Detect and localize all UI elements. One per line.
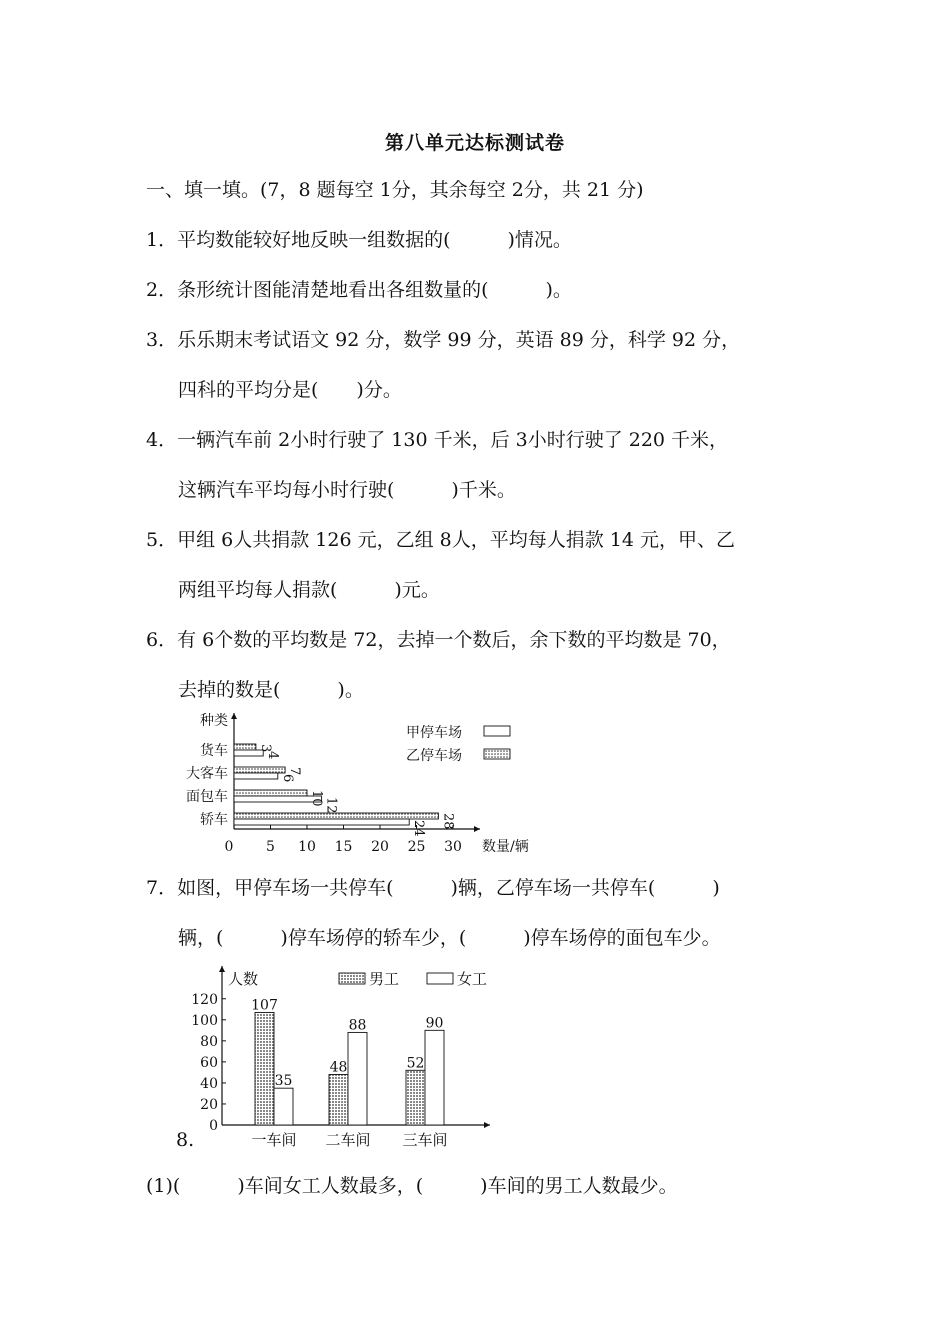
- workshop-bar-chart: [185, 960, 505, 1155]
- y-tick-label: 40: [200, 1075, 218, 1092]
- question-number: 6．: [146, 629, 178, 651]
- x-axis-arrow: [484, 1122, 490, 1128]
- data-label: 6: [279, 774, 295, 783]
- bar-series-1: [234, 773, 278, 779]
- question-6: [146, 627, 731, 653]
- bar-series-2: [234, 767, 285, 773]
- x-axis-label: 数量/辆: [482, 839, 529, 855]
- category-label: 货车: [200, 743, 228, 759]
- y-tick-label: 80: [200, 1033, 218, 1050]
- y-tick-label: 120: [191, 991, 218, 1008]
- section-heading: 一、填一填。(7，8 题每空 1分，其余每空 2分，共 21 分): [146, 179, 644, 201]
- category-label: 一车间: [251, 1131, 297, 1149]
- question-5-cont: 两组平均每人捐款( )元。: [178, 579, 440, 601]
- page-title: 第八单元达标测试卷: [384, 132, 565, 154]
- x-tick-label: 5: [266, 839, 275, 855]
- legend-swatch: [484, 726, 510, 736]
- question-number: 3．: [146, 329, 178, 351]
- y-axis-label: 种类: [200, 713, 228, 729]
- bar-series-2: [234, 790, 307, 796]
- y-axis-arrow: [231, 713, 237, 719]
- question-3: [146, 327, 740, 353]
- bar-series-1: [255, 1012, 274, 1125]
- bar-series-2: [274, 1088, 293, 1125]
- question-number: 4．: [146, 429, 178, 451]
- bar-series-1: [234, 819, 409, 825]
- x-tick-label: 15: [334, 839, 353, 855]
- bar-series-1: [406, 1070, 425, 1125]
- data-label: 12: [323, 797, 339, 814]
- question-text: 有 6个数的平均数是 72，去掉一个数后，余下数的平均数是 70，: [177, 629, 731, 651]
- data-label: 4: [265, 751, 281, 760]
- y-axis-arrow: [219, 966, 225, 972]
- legend-swatch: [427, 973, 453, 984]
- question-5: [146, 527, 735, 553]
- question-1: [146, 227, 572, 253]
- x-tick-label: 30: [444, 839, 462, 855]
- question-number: 2．: [146, 279, 178, 301]
- data-label: 24: [411, 820, 427, 837]
- data-label: 28: [440, 813, 456, 830]
- legend-swatch: [339, 973, 365, 984]
- question-2: [146, 277, 572, 303]
- legend-swatch: [484, 749, 510, 759]
- x-tick-label: 0: [224, 839, 234, 855]
- data-label: 35: [274, 1073, 293, 1090]
- question-text: 条形统计图能清楚地看出各组数量的( )。: [177, 279, 572, 301]
- question-8-sub-1: (1)( )车间女工人数最多，( )车间的男工人数最少。: [146, 1175, 678, 1197]
- question-text: 一辆汽车前 2小时行驶了 130 千米，后 3小时行驶了 220 千米，: [177, 429, 729, 451]
- category-label: 二车间: [325, 1131, 371, 1149]
- data-label: 88: [348, 1017, 367, 1034]
- data-label: 52: [406, 1055, 425, 1072]
- question-number: 7．: [146, 877, 178, 899]
- data-label: 90: [425, 1015, 444, 1032]
- y-tick-label: 60: [200, 1054, 218, 1071]
- bar-series-2: [425, 1030, 444, 1125]
- bar-series-2: [234, 744, 256, 750]
- data-label: 10: [309, 790, 324, 807]
- question-4: [146, 427, 728, 453]
- legend-label: 乙停车场: [406, 748, 462, 764]
- category-label: 轿车: [200, 812, 228, 828]
- data-label: 7: [287, 767, 303, 776]
- question-text: 平均数能较好地反映一组数据的( )情况。: [177, 229, 572, 251]
- legend-label: 男工: [369, 970, 400, 988]
- y-axis-label: 人数: [228, 970, 259, 988]
- bar-series-1: [329, 1075, 348, 1125]
- question-7-cont: 辆，( )停车场停的轿车少，( )停车场停的面包车少。: [178, 927, 721, 949]
- question-3-cont: 四科的平均分是( )分。: [178, 379, 402, 401]
- x-axis-arrow: [474, 826, 480, 832]
- question-6-cont: 去掉的数是( )。: [178, 679, 364, 701]
- question-number: 1．: [146, 229, 178, 251]
- question-7: [146, 875, 720, 901]
- y-tick-label: 0: [209, 1118, 218, 1134]
- question-text: 如图，甲停车场一共停车( )辆，乙停车场一共停车( ): [177, 877, 720, 899]
- x-tick-label: 20: [371, 839, 389, 855]
- x-tick-label: 10: [298, 839, 316, 855]
- parking-lot-bar-chart: [170, 705, 550, 865]
- data-label: 48: [329, 1059, 348, 1076]
- bar-series-1: [234, 796, 322, 802]
- category-label: 大客车: [186, 766, 228, 782]
- legend-label: 甲停车场: [406, 725, 462, 741]
- y-tick-label: 100: [191, 1012, 218, 1029]
- question-number: 5．: [146, 529, 178, 551]
- category-label: 三车间: [402, 1131, 448, 1149]
- question-8-number: 8.: [176, 1129, 195, 1151]
- y-tick-label: 20: [200, 1096, 218, 1113]
- data-label: 3: [257, 744, 273, 753]
- bar-series-2: [234, 813, 438, 819]
- question-text: 甲组 6人共捐款 126 元，乙组 8人，平均每人捐款 14 元，甲、乙: [177, 529, 735, 551]
- category-label: 面包车: [186, 789, 228, 805]
- legend-label: 女工: [457, 970, 488, 988]
- bar-series-2: [348, 1032, 367, 1125]
- x-tick-label: 25: [407, 839, 426, 855]
- question-4-cont: 这辆汽车平均每小时行驶( )千米。: [178, 479, 516, 501]
- question-text: 乐乐期末考试语文 92 分，数学 99 分，英语 89 分，科学 92 分，: [177, 329, 741, 351]
- data-label: 107: [251, 997, 278, 1014]
